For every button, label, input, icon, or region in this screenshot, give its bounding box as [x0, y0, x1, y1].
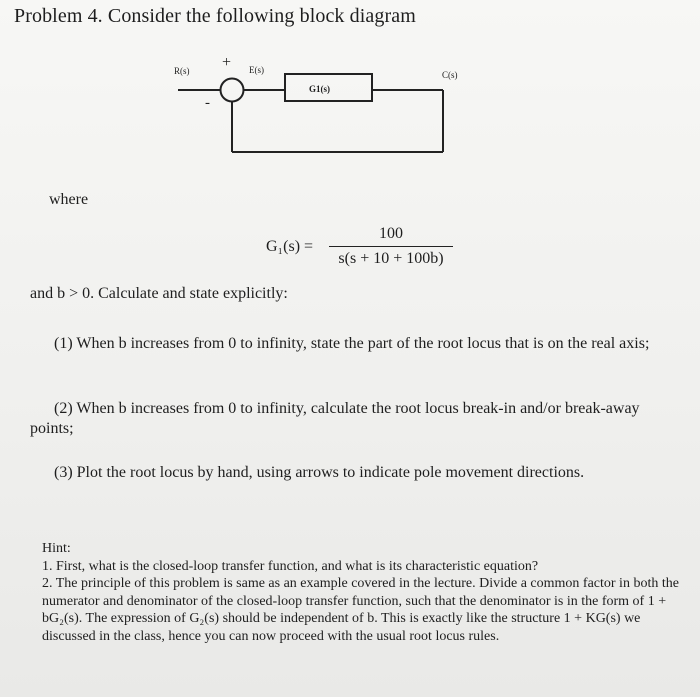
hint-line-1: 1. First, what is the closed-loop transfer function, and what is its characteristic equation? [42, 558, 539, 574]
question-2 [30, 399, 678, 439]
output-label: C(s) [442, 70, 458, 80]
block-diagram [160, 50, 480, 160]
question-1-text: (1) When b increases from 0 to infinity, state the part of the root locus that is on the real axis; [54, 335, 650, 352]
block-label: G1(s) [309, 84, 330, 94]
question-1 [30, 334, 692, 354]
error-label: E(s) [249, 65, 264, 75]
fraction-denominator: s(s + 10 + 100b) [338, 250, 444, 267]
transfer-function-equation [266, 222, 476, 272]
problem-title: Problem 4. Consider the following block diagram [14, 5, 416, 27]
hint-line-2: 2. The principle of this problem is same as an example covered in the lecture. Divide a common factor in both the numerator and denominator of the closed-loop transfer function, such that the denominator is in the form of 1 + bG₂(s). The expression of G₂(s) should be independent of b. This is exactly like the structure 1 + KG(s) we discussed in the class, hence you can now proceed with the usual root locus rules. [42, 576, 679, 644]
fraction [329, 222, 453, 268]
equation-lhs: G₁(s) = [266, 238, 314, 255]
hint-section [42, 540, 682, 645]
question-3-text: (3) Plot the root locus by hand, using arrows to indicate pole movement directions. [54, 464, 585, 481]
plus-sign: + [222, 54, 232, 71]
minus-sign: - [205, 95, 210, 111]
fraction-line [329, 246, 453, 247]
question-2-text: (2) When b increases from 0 to infinity, calculate the root locus break-in and/or break-away points; [30, 400, 640, 437]
where-label: where [49, 191, 89, 208]
fraction-numerator: 100 [379, 225, 403, 242]
question-3 [30, 463, 680, 483]
summing-junction [221, 79, 244, 102]
input-label: R(s) [174, 66, 190, 76]
hint-title: Hint: [42, 541, 71, 556]
condition-statement: and b > 0. Calculate and state explicitly: [30, 285, 288, 302]
